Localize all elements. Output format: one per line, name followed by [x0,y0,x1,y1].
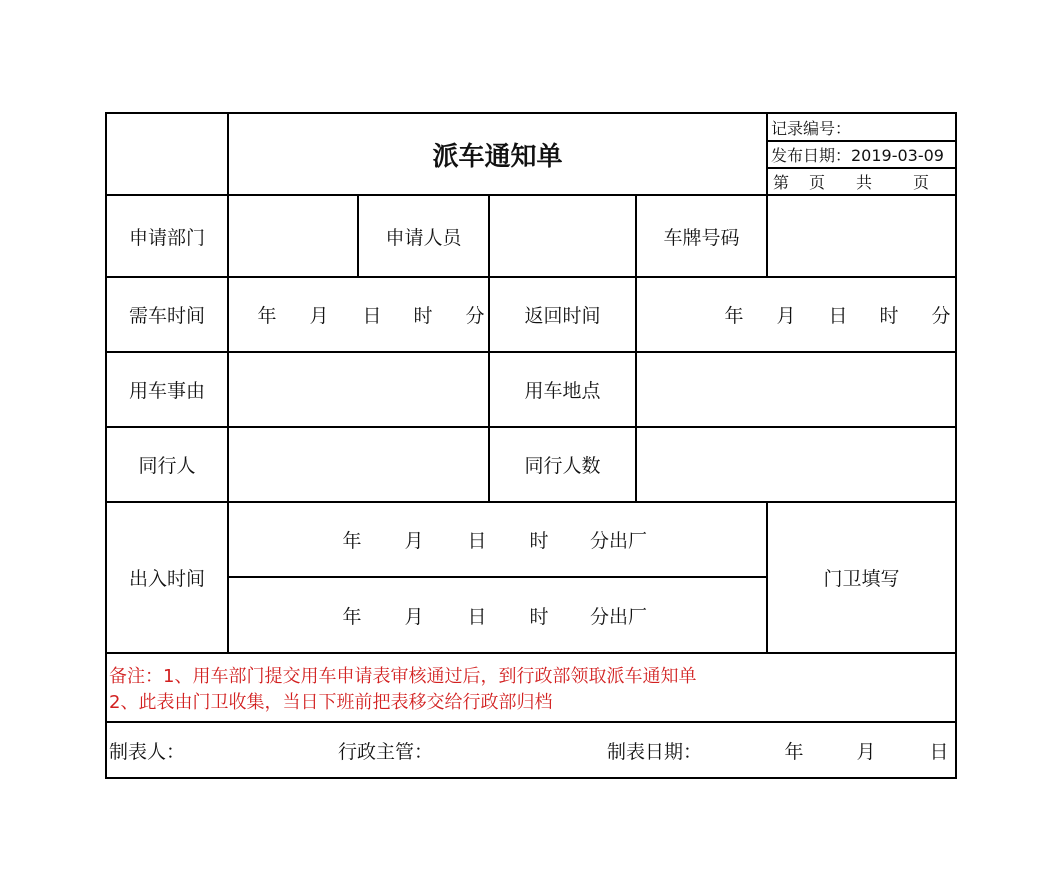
footer-year-unit: 年 [784,740,804,763]
return-time-label: 返回时间 [524,305,601,327]
guard-fill-label: 门卫填写 [823,568,900,590]
border-right [955,112,957,779]
page-word-2: 页 [808,173,825,192]
plate-label: 车牌号码 [663,226,740,249]
location-label: 用车地点 [524,380,601,402]
note-line-2: 2、此表由门卫收集，当日下班前把表移交给行政部归档 [109,692,553,713]
divider-footer-top [105,721,957,723]
return-minute-unit: 分 [931,305,951,327]
dept-label: 申请部门 [128,226,205,249]
out1-day-unit: 日 [467,530,487,552]
plate-field[interactable] [768,196,955,276]
need-day-unit: 日 [362,305,382,327]
note-line-1: 备注：1、用车部门提交用车申请表审核通过后，到行政部领取派车通知单 [109,666,697,687]
maker-label: 制表人： [109,740,186,763]
companion-count-label: 同行人数 [524,455,601,477]
out1-minute-unit: 分出厂 [590,530,648,552]
return-year-unit: 年 [724,305,744,327]
reason-field[interactable] [229,353,488,426]
out2-month-unit: 月 [404,605,424,628]
need-time-label: 需车时间 [128,305,205,327]
page-word-1: 第 [772,173,789,192]
publish-date-label: 发布日期：2019-03-09 [771,146,944,165]
need-month-unit: 月 [309,305,329,327]
return-month-unit: 月 [776,305,796,327]
border-bottom [105,777,957,779]
divider-notes-top [105,652,957,654]
location-field[interactable] [637,353,955,426]
out2-day-unit: 日 [467,605,487,628]
companion-count-field[interactable] [637,428,955,501]
page-word-4: 页 [912,173,929,192]
return-day-unit: 日 [828,305,848,327]
divider-header-right [766,112,768,196]
return-hour-unit: 时 [879,305,899,327]
out2-year-unit: 年 [342,605,362,628]
footer-day-unit: 日 [929,740,949,763]
record-no-label: 记录编号： [771,118,852,138]
need-minute-unit: 分 [465,305,485,327]
out1-year-unit: 年 [342,530,362,552]
form-title: 派车通知单 [432,141,563,172]
out1-hour-unit: 时 [529,530,549,552]
date-label: 制表日期： [607,740,703,763]
reason-label: 用车事由 [128,380,205,402]
applicant-label: 申请人员 [385,226,462,249]
out2-hour-unit: 时 [529,605,549,628]
inout-time-label: 出入时间 [128,568,205,590]
applicant-field[interactable] [490,196,635,276]
need-year-unit: 年 [257,305,277,327]
footer-month-unit: 月 [856,740,876,763]
supervisor-label: 行政主管： [338,740,434,763]
divider-inout-mid [227,576,768,578]
out2-minute-unit: 分出厂 [590,605,648,628]
out1-month-unit: 月 [404,530,424,552]
page-word-3: 共 [855,173,872,192]
companions-field[interactable] [229,428,488,501]
dept-field[interactable] [229,196,357,276]
companions-label: 同行人 [138,455,196,477]
need-hour-unit: 时 [413,305,433,327]
